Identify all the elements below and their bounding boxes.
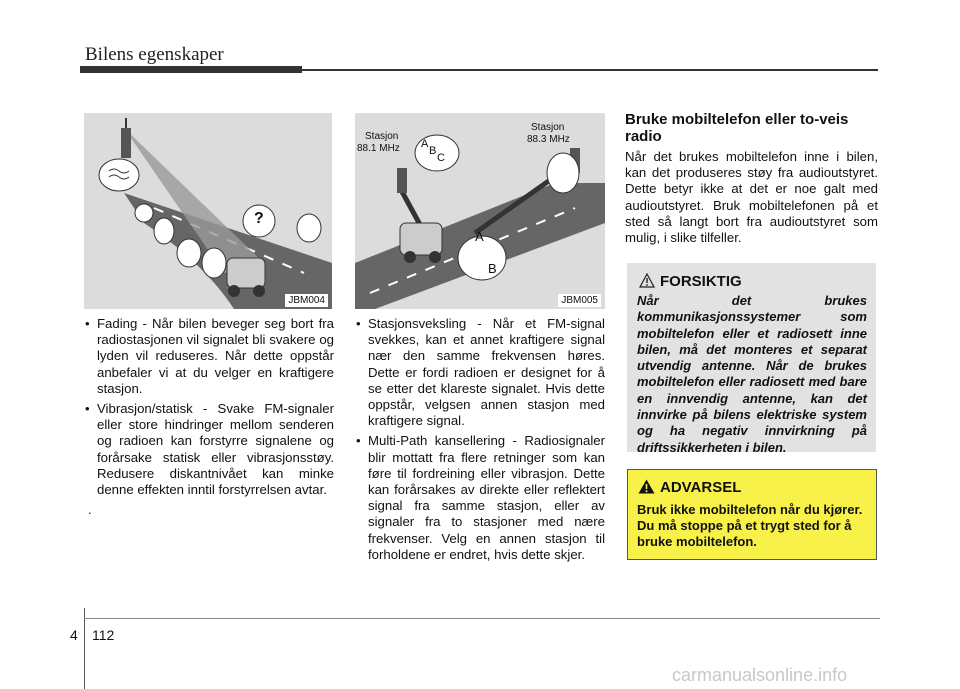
figure-code: JBM005 xyxy=(558,294,601,307)
section-body: Når det brukes mobiltelefon inne i bilen, kan det produseres støy fra audioutstyret. Dette betyr ikke at det er noe galt med audioutstyret. Bruk mobiltelefonen på et sted så langt bort fra audioutstyret som mulig, i slike tilfeller. xyxy=(625,149,878,246)
section-title: Bruke mobiltelefon eller to-veis radio xyxy=(625,111,849,145)
caution-text: Når det brukes kommunikasjonssystemer som mobiltelefon eller et radiosett inne bilen, må det monteres et separat utvendig antenne. Når de brukes mobiltelefon eller radiosett med bare en innvendig antenne, kan det innvirke på bilens elektriske system og ha negativ innvirkning på driftssikkerheten i bilen. xyxy=(637,293,867,455)
bullet-station-switching: • Stasjonsveksling - Når et FM-signal svekkes, kan et annet kraftigere signal nær den samme frekvensen høres. Dette er fordi radioen er designet for å se etter det klareste signalet. Hvis dette oppstår, velgsen annen stasjon med kraftigere signal. xyxy=(355,316,605,429)
question-mark: ? xyxy=(254,210,264,227)
header-rule xyxy=(302,69,878,71)
station-left-freq: 88.1 MHz xyxy=(357,143,400,154)
caution-box xyxy=(627,263,876,455)
station-right-freq: 88.3 MHz xyxy=(527,134,570,145)
watermark-text: carmanualsonline.info xyxy=(672,665,848,685)
caution-title: FORSIKTIG xyxy=(660,273,742,290)
warning-box xyxy=(627,469,877,560)
bullet-multipath: • Multi-Path kansellering - Radiosignaler blir mottatt fra flere retninger som kan føre til fordreining eller vibrasjon. Dette kan forårsakes av direkte eller reflektert signal fra samme stasjon, eller av signaler fra to stasjoner med nære frekvenser. Velg en annen stasjon til forholdene er endret, hvis dette skjer. xyxy=(355,433,605,563)
bullet-vibration: • Vibrasjon/statisk - Svake FM-signaler eller store hindringer mellom senderen og radioen kan forstyrre signalene og forårsake statisk eller vibrasjonsstøy. Redusere diskantnivået kan minke denne effekten inntil forstyrrelsen avtar. xyxy=(84,401,334,498)
warning-title: ADVARSEL xyxy=(660,479,742,496)
footer-horizontal-rule xyxy=(84,618,880,619)
page-chapter: 4 xyxy=(70,627,78,643)
page-header-title: Bilens egenskaper xyxy=(85,44,224,65)
fading-illustration xyxy=(84,113,332,309)
figure-station-switching xyxy=(355,113,605,309)
caution-triangle-icon xyxy=(639,273,655,292)
page-number: 112 xyxy=(92,627,115,643)
left-column-text xyxy=(84,316,334,518)
header-bar xyxy=(80,66,302,73)
signal-letter-c: C xyxy=(437,152,445,164)
footer-vertical-rule xyxy=(84,608,85,689)
trailing-dot: . xyxy=(88,502,92,518)
bullet-fading: • Fading - Når bilen beveger seg bort fra radiostasjonen vil signalet bli svakere og lyden vil reduseres. Når dette oppstår anbefaler vi at du velger en kraftigere stasjon. xyxy=(84,316,334,397)
middle-column-text xyxy=(355,316,605,567)
signal-letter-b: B xyxy=(429,145,437,157)
warning-text: Bruk ikke mobiltelefon når du kjører. Du må stoppe på et trygt sted for å bruke mobiltelefon. xyxy=(637,502,863,549)
station-right-label: Stasjon xyxy=(531,122,565,133)
caution-heading xyxy=(639,273,742,292)
warning-triangle-icon xyxy=(638,479,655,498)
signal-letter-a2: A xyxy=(475,229,484,244)
figure-fading xyxy=(84,113,332,309)
warning-heading xyxy=(638,479,741,498)
figure-code: JBM004 xyxy=(285,294,328,307)
station-left-label: Stasjon xyxy=(365,131,399,142)
signal-letter-a: A xyxy=(421,138,429,150)
signal-letter-b2: B xyxy=(488,261,497,276)
